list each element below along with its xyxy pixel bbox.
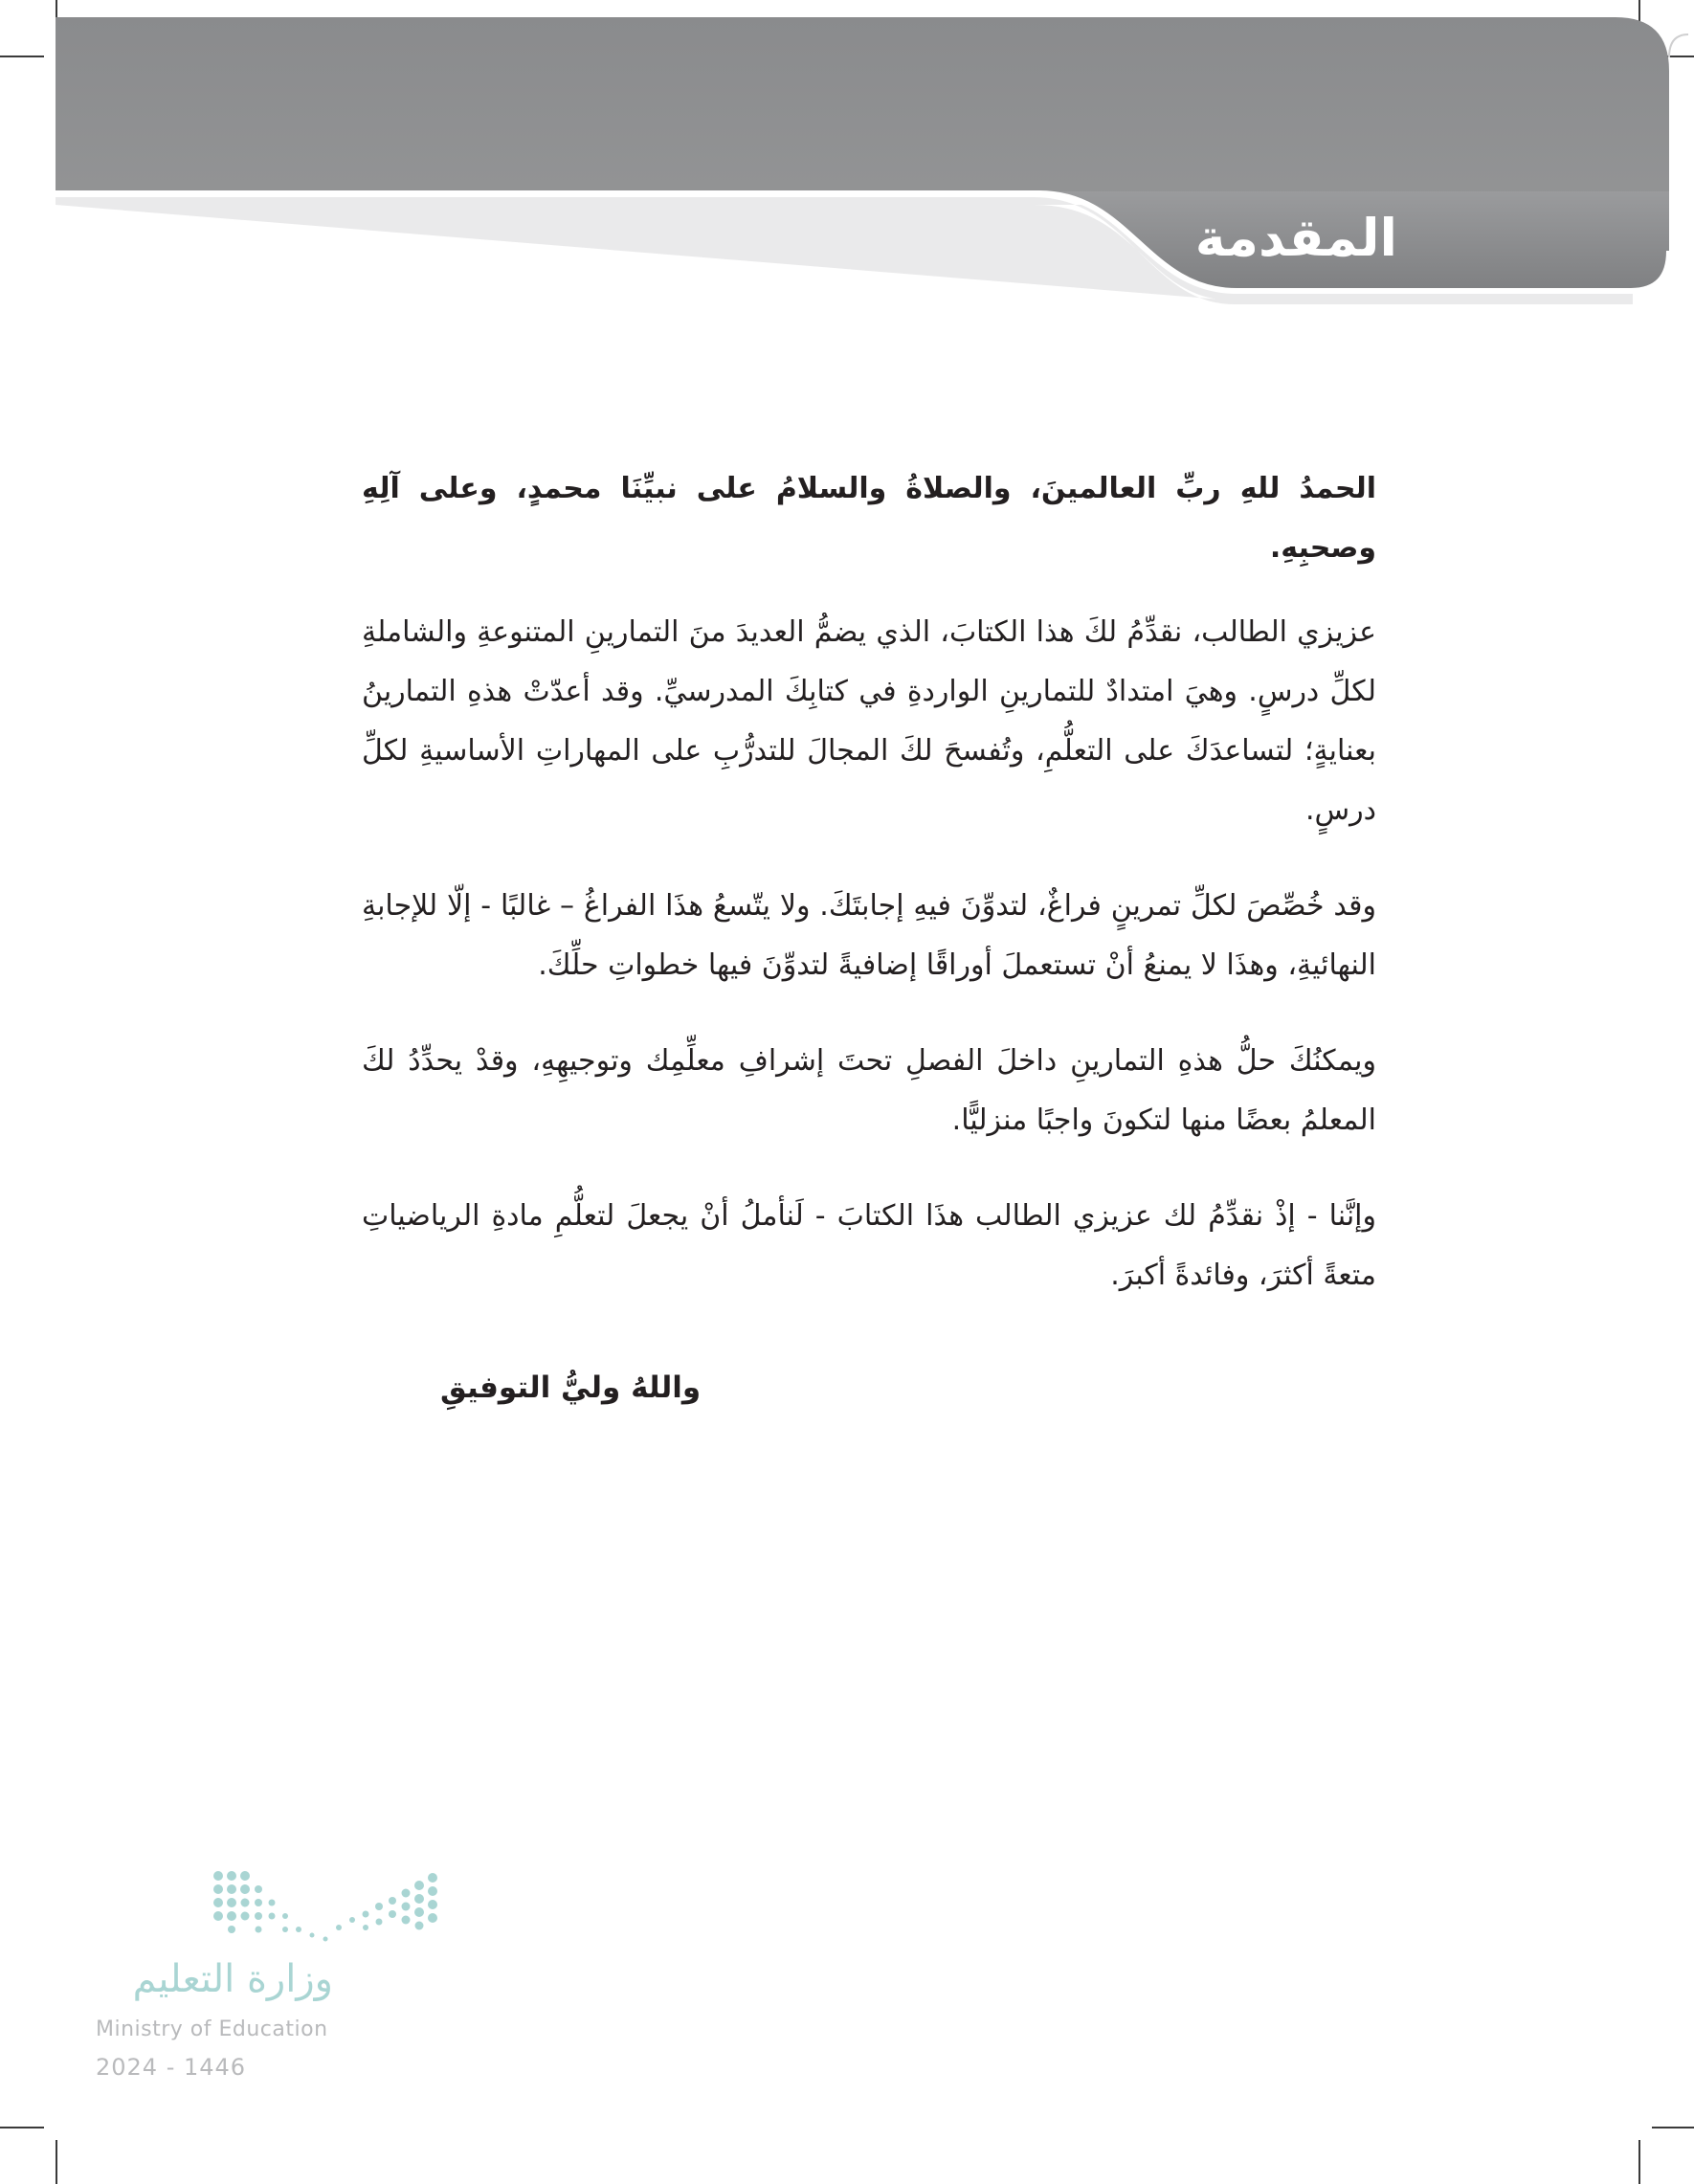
introduction-body bbox=[362, 459, 1376, 1342]
ministry-logo-icon bbox=[209, 1868, 448, 1947]
header-banner bbox=[0, 0, 1694, 306]
paragraph: وإنَّنا - إذْ نقدِّمُ لك عزيزي الطالب هذَا الكتابَ - لَنأملُ أنْ يجعلَ لتعلُّمِ مادةِ الرياضياتِ متعةً أكثرَ، وفائدةً أكبرَ. bbox=[362, 1199, 1376, 1292]
crop-mark bbox=[1638, 2140, 1640, 2184]
paragraph: وقد خُصِّصَ لكلِّ تمرينٍ فراغٌ، لتدوِّنَ فيهِ إجابتَكَ. ولا يتّسعُ هذَا الفراغُ – غالبًا - إلّا للإجابةِ النهائيةِ، وهذَا لا يمنعُ أنْ تستعملَ أوراقًا إضافيةً لتدوِّنَ فيها خطواتِ حلِّكَ. bbox=[362, 889, 1376, 982]
paragraph: ويمكنُكَ حلُّ هذهِ التمارينِ داخلَ الفصلِ تحتَ إشرافِ معلِّمِك وتوجيهِهِ، وقدْ يحدِّدُ لكَ المعلمُ بعضًا منها لتكونَ واجبًا منزليًّا. bbox=[362, 1044, 1376, 1137]
ministry-name-english: Ministry of Education bbox=[96, 2017, 328, 2041]
crop-mark bbox=[56, 2140, 57, 2184]
ministry-name-arabic: وزارة التعليم bbox=[132, 1957, 333, 2001]
closing-line: واللهُ وليُّ التوفيقِ bbox=[440, 1371, 702, 1405]
edition-year: 2024 - 1446 bbox=[96, 2054, 247, 2081]
paragraph: عزيزي الطالب، نقدِّمُ لكَ هذا الكتابَ، الذي يضمُّ العديدَ منَ التمارينِ المتنوعةِ والشاملةِ لكلِّ درسٍ. وهيَ امتدادٌ للتمارينِ الواردةِ في كتابِكَ المدرسيِّ. وقد أعدّتْ هذهِ التمارينُ بعنايةٍ؛ لتساعدَكَ على التعلُّمِ، وتُفسحَ لكَ المجالَ للتدرُّبِ على المهاراتِ الأساسيةِ لكلِّ درسٍ. bbox=[362, 615, 1376, 827]
crop-mark bbox=[1652, 2127, 1694, 2128]
opening-praise: الحمدُ للهِ ربِّ العالمينَ، والصلاةُ والسلامُ على نبيِّنَا محمدٍ، وعلى آلِهِ وصحبِهِ. bbox=[362, 472, 1376, 565]
crop-mark bbox=[0, 2127, 44, 2128]
page-title: المقدمة bbox=[1194, 208, 1397, 268]
